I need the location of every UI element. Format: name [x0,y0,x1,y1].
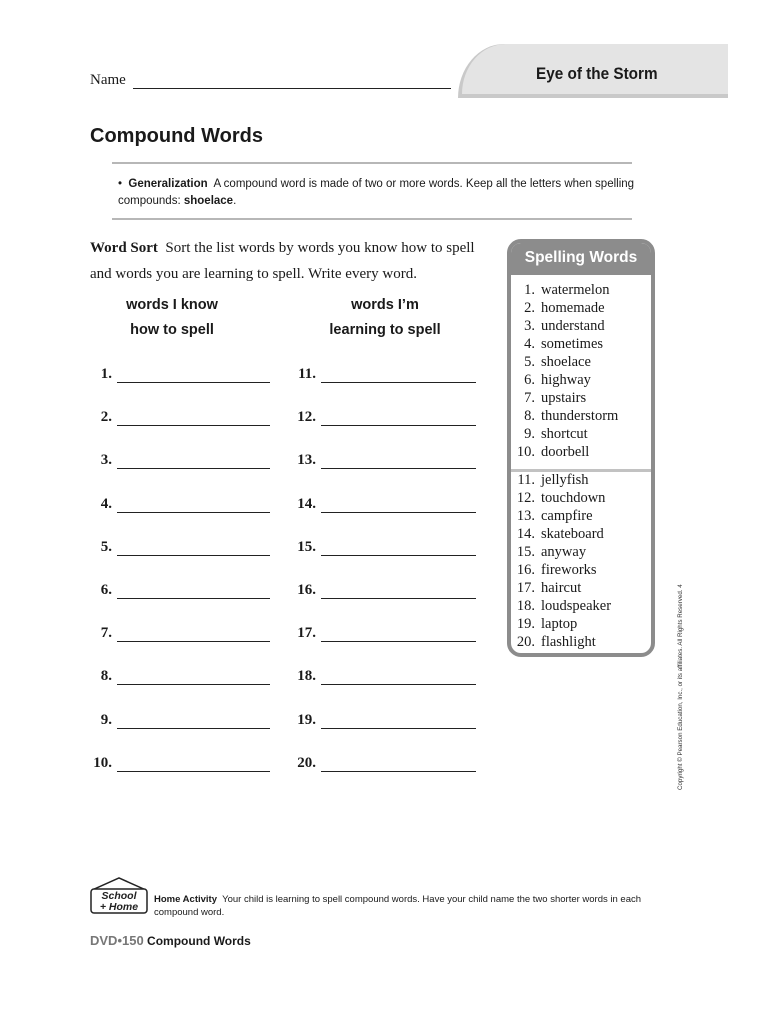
column-heading-line: words I’m [351,297,419,313]
spelling-word: fireworks [541,562,597,578]
answer-number: 20. [297,754,316,771]
spelling-word-item [507,353,591,371]
answer-write-line[interactable] [321,411,476,426]
footer-code-prefix: DVD•150 [90,933,144,948]
spelling-word-item [507,543,586,561]
answer-write-line[interactable] [321,627,476,642]
answer-row [90,409,270,426]
answer-write-line[interactable] [117,411,270,426]
answer-write-line[interactable] [321,714,476,729]
answer-write-line[interactable] [117,368,270,383]
spelling-word-item [507,371,591,389]
generalization-end: . [233,195,237,207]
answer-row [290,582,476,599]
spelling-word-number: 5. [524,354,535,370]
spelling-word-item [507,299,605,317]
answer-number: 16. [297,582,316,598]
answer-write-line[interactable] [117,670,270,685]
spelling-word-number: 17. [516,580,535,596]
answer-number: 1. [100,366,112,382]
spelling-word: doorbell [541,444,590,460]
answer-number: 13. [297,452,316,469]
generalization-note [118,176,638,210]
spelling-word-item [507,525,604,543]
answer-number: 5. [100,538,112,555]
spelling-word-number: 4. [524,336,535,352]
answer-write-line[interactable] [321,670,476,685]
answer-number: 7. [100,625,112,642]
answer-row [290,668,476,685]
story-title: Eye of the Storm [536,64,658,83]
spelling-word-number: 19. [516,616,535,632]
spelling-word: skateboard [541,526,604,542]
answer-row [90,582,270,599]
answer-row [90,539,270,556]
answer-row [290,755,476,772]
spelling-word-item [507,633,596,651]
spelling-word-item [507,317,605,335]
spelling-word-number: 15. [516,544,535,560]
spelling-word-item [507,407,618,425]
answer-write-line[interactable] [117,454,270,469]
answer-row [90,366,270,383]
spelling-word: jellyfish [541,472,589,488]
page-title: Compound Words [90,125,263,147]
column-heading-line: words I know [126,297,218,313]
answer-number: 10. [93,754,112,771]
spelling-word-number: 16. [516,562,535,578]
answer-number: 19. [297,711,316,728]
spelling-word: flashlight [541,634,596,650]
spelling-word-number: 18. [516,598,535,614]
spelling-word: sometimes [541,336,604,352]
answer-row [90,496,270,513]
home-activity-label: Home Activity [154,894,217,905]
spelling-word-item [507,597,611,615]
spelling-word-number: 3. [524,318,535,334]
spelling-word-number: 12. [516,490,535,506]
spelling-word-number: 9. [524,426,535,442]
word-sort-text: Sort the list words by words you know how to spell and words you are learning to spell. Write every word. [90,240,475,282]
answer-number: 17. [297,625,316,642]
answer-write-line[interactable] [117,584,270,599]
answer-row [90,452,270,469]
divider [112,218,632,220]
answer-row [290,539,476,556]
spelling-word-item [507,471,589,489]
name-write-line[interactable] [133,88,451,89]
spelling-word-item [507,281,609,299]
bullet: • [118,178,123,190]
spelling-word: upstairs [541,390,587,406]
word-sort-instructions [90,235,490,287]
spelling-word: understand [541,318,605,334]
answer-row [290,409,476,426]
spelling-word: shortcut [541,426,588,442]
answer-row [290,625,476,642]
spelling-word-item [507,507,593,525]
spelling-words-heading: Spelling Words [511,243,651,275]
answer-number: 15. [297,538,316,555]
spelling-word: watermelon [541,282,610,298]
spelling-word: touchdown [541,490,606,506]
spelling-word: anyway [541,544,587,560]
word-sort-label: Word Sort [90,240,158,256]
spelling-word-item [507,389,586,407]
spelling-word-number: 6. [524,372,535,388]
answer-number: 18. [297,668,316,685]
answer-row [290,496,476,513]
answer-number: 9. [100,711,112,728]
spelling-word-item [507,335,603,353]
answer-write-line[interactable] [321,584,476,599]
spelling-word-number: 20. [516,634,535,650]
spelling-word-number: 1. [524,282,535,298]
spelling-word: laptop [541,616,578,632]
spelling-word-number: 8. [524,408,535,424]
spelling-word-number: 10. [516,444,535,460]
home-activity-note [154,893,654,919]
answer-write-line[interactable] [117,757,270,772]
answer-number: 2. [100,409,112,426]
school-home-logo [88,876,150,914]
answer-write-line[interactable] [117,714,270,729]
answer-number: 3. [100,452,112,469]
spelling-word: haircut [541,580,582,596]
answer-write-line[interactable] [117,627,270,642]
answer-row [90,755,270,772]
answer-row [90,712,270,729]
answer-number: 14. [297,495,316,512]
answer-write-line[interactable] [321,454,476,469]
spelling-word-item [507,615,577,633]
answer-number: 6. [100,582,112,598]
spelling-word: loudspeaker [541,598,612,614]
answer-row [290,712,476,729]
name-label: Name [90,72,126,88]
answer-row [90,625,270,642]
spelling-word: shoelace [541,354,591,370]
column-heading-known [92,293,252,343]
divider [112,162,632,164]
home-activity-text: Your child is learning to spell compound words. Have your child name the two shorter words in each compound word. [154,894,642,918]
footer-code-label: Compound Words [147,934,251,948]
generalization-text: A compound word is made of two or more words. Keep all the letters when spelling compounds: [118,178,635,207]
footer-page-code [90,933,251,948]
answer-write-line[interactable] [117,541,270,556]
spelling-word: thunderstorm [541,408,619,424]
logo-text-top: School [101,890,137,902]
spelling-words-box [507,239,655,657]
spelling-word-number: 2. [524,300,535,316]
spelling-word: highway [541,372,591,388]
answer-write-line[interactable] [321,541,476,556]
logo-text-bottom: + Home [99,901,139,913]
spelling-word-item [507,443,589,461]
column-heading-line: how to spell [130,322,214,338]
column-heading-learning [300,293,470,343]
column-heading-line: learning to spell [329,322,441,338]
spelling-word-item [507,489,605,507]
answer-row [90,668,270,685]
spelling-word-item [507,561,597,579]
spelling-word-number: 14. [516,526,535,542]
spelling-word-number: 13. [516,508,535,524]
spelling-word: homemade [541,300,605,316]
spelling-word-number: 7. [524,390,535,406]
generalization-example: shoelace [183,195,234,207]
copyright-notice: Copyright © Pearson Education, Inc., or its affiliates. All Rights Reserved. 4 [677,584,684,790]
spelling-word-number: 11. [517,472,535,488]
answer-number: 8. [100,668,112,685]
answer-write-line[interactable] [321,757,476,772]
answer-row [290,366,476,383]
generalization-label: Generalization [128,178,208,190]
answer-write-line[interactable] [117,498,270,513]
answer-row [290,452,476,469]
answer-number: 4. [100,495,112,512]
spelling-word-item [507,579,581,597]
answer-number: 12. [297,409,316,426]
answer-write-line[interactable] [321,498,476,513]
spelling-word-item [507,425,588,443]
answer-number: 11. [298,366,316,382]
answer-write-line[interactable] [321,368,476,383]
spelling-word: campfire [541,508,593,524]
